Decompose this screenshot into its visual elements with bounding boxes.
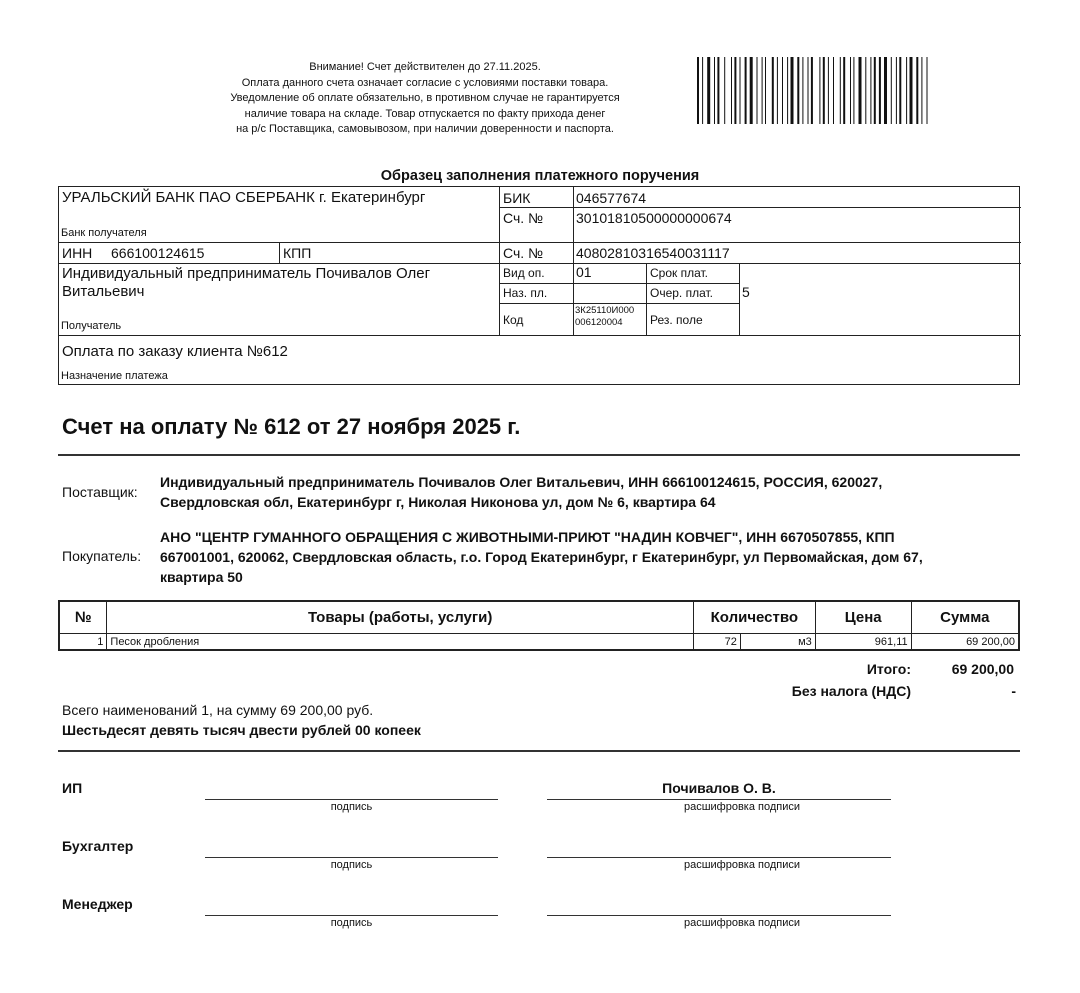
buyer-line: АНО "ЦЕНТР ГУМАННОГО ОБРАЩЕНИЯ С ЖИВОТНЫМИ-ПРИЮТ "НАДИН КОВЧЕГ", ИНН 6670507855, КПП — [160, 529, 895, 545]
corr-account-value: 30101810500000000674 — [576, 210, 732, 226]
srok-label: Срок плат. — [650, 266, 709, 280]
col-header-price: Цена — [815, 601, 911, 634]
bank-name: УРАЛЬСКИЙ БАНК ПАО СБЕРБАНК г. Екатеринбург — [62, 189, 426, 206]
ocher-value: 5 — [742, 284, 750, 300]
recipient-line1: Индивидуальный предприниматель Почивалов Олег — [62, 265, 431, 282]
ocher-label: Очер. плат. — [650, 286, 714, 300]
supplier-line: Свердловская обл, Екатеринбург г, Николая Никонова ул, дом № 6, квартира 64 — [160, 494, 716, 510]
vat-value: - — [1011, 683, 1016, 699]
divider — [499, 303, 739, 304]
invoice-title: Счет на оплату № 612 от 27 ноября 2025 г. — [62, 414, 521, 439]
bank-caption: Банк получателя — [61, 227, 147, 239]
signature-caption: подпись — [330, 859, 373, 871]
divider — [573, 187, 574, 335]
buyer-line: квартира 50 — [160, 569, 243, 585]
divider — [646, 263, 647, 335]
supplier-details — [160, 472, 1020, 512]
col-header-sum: Сумма — [911, 601, 1019, 634]
payment-details-form — [58, 186, 1020, 385]
bik-value: 046577674 — [576, 190, 647, 206]
divider — [739, 263, 740, 335]
inn-value: 666100124615 — [111, 245, 205, 261]
recipient-caption: Получатель — [61, 320, 122, 332]
row-sum: 69 200,00 — [911, 634, 1019, 651]
account-value: 40802810316540031117 — [576, 245, 730, 261]
kpp-label: КПП — [283, 245, 312, 261]
signature-name-ip: Почивалов О. В. — [662, 780, 776, 796]
validity-notice — [180, 60, 670, 138]
col-header-number: № — [59, 601, 107, 634]
notice-line: Внимание! Счет действителен до 27.11.2025. — [309, 61, 541, 73]
amount-in-words: Шестьдесят девять тысяч двести рублей 00 копеек — [62, 722, 421, 738]
col-header-quantity: Количество — [693, 601, 815, 634]
signature-caption: подпись — [330, 917, 373, 929]
vid-op-value: 01 — [576, 264, 592, 280]
divider — [279, 242, 280, 263]
buyer-label: Покупатель: — [62, 548, 142, 564]
account-label: Сч. № — [503, 245, 544, 261]
notice-line: Оплата данного счета означает согласие с условиями поставки товара. — [241, 76, 609, 89]
divider — [59, 335, 1021, 336]
kod-value-line2: 006120004 — [575, 317, 623, 328]
items-count-summary: Всего наименований 1, на сумму 69 200,00 руб. — [62, 702, 374, 718]
row-unit: м3 — [740, 634, 815, 651]
signature-decode-line — [547, 857, 891, 858]
corr-account-label: Сч. № — [503, 210, 544, 226]
kod-label: Код — [503, 313, 524, 327]
barcode-image — [697, 57, 1008, 124]
divider — [58, 454, 1020, 456]
notice-line: Уведомление об оплате обязательно, в противном случае не гарантируется — [230, 92, 620, 104]
buyer-details — [160, 527, 1020, 587]
decode-caption: расшифровка подписи — [683, 801, 801, 813]
payment-purpose: Оплата по заказу клиента №612 — [62, 343, 288, 360]
row-number: 1 — [59, 634, 107, 651]
goods-table — [58, 600, 1020, 651]
row-goods-name: Песок дробления — [107, 634, 694, 651]
signature-role-ip: ИП — [62, 780, 83, 796]
supplier-label: Поставщик: — [62, 484, 138, 500]
decode-caption: расшифровка подписи — [683, 917, 801, 929]
divider — [59, 242, 1021, 243]
signature-decode-line — [547, 915, 891, 916]
naz-pl-label: Наз. пл. — [503, 286, 548, 300]
divider — [499, 207, 1021, 208]
bik-label: БИК — [503, 190, 531, 206]
signature-decode-line — [547, 799, 891, 800]
supplier-line: Индивидуальный предприниматель Почивалов Олег Витальевич, ИНН 666100124615, РОССИЯ, 620027, — [160, 474, 883, 490]
signature-caption: подпись — [330, 801, 373, 813]
decode-caption: расшифровка подписи — [683, 859, 801, 871]
signature-role-accountant: Бухгалтер — [62, 838, 134, 854]
divider — [58, 750, 1020, 752]
recipient-line2: Витальевич — [62, 283, 145, 300]
vid-op-label: Вид оп. — [503, 266, 545, 280]
divider — [59, 263, 1021, 264]
notice-line: наличие товара на складе. Товар отпускается по факту прихода денег — [244, 107, 606, 120]
signature-line — [205, 799, 498, 800]
purpose-caption: Назначение платежа — [61, 370, 168, 382]
itogo-label: Итого: — [866, 661, 911, 677]
col-header-goods: Товары (работы, услуги) — [107, 601, 694, 634]
signature-role-manager: Менеджер — [62, 896, 133, 912]
inn-label: ИНН — [62, 245, 93, 261]
rez-label: Рез. поле — [650, 313, 703, 327]
signature-line — [205, 857, 498, 858]
divider — [499, 187, 500, 335]
kod-value-line1: 3К25110И000 — [575, 305, 635, 316]
table-header-row — [59, 601, 1019, 634]
table-row — [59, 634, 1019, 651]
itogo-value: 69 200,00 — [951, 661, 1014, 677]
row-quantity: 72 — [693, 634, 740, 651]
buyer-line: 667001001, 620062, Свердловская область, г.о. Город Екатеринбург, г Екатеринбург, ул Первомайская, дом 67, — [160, 549, 923, 565]
row-price: 961,11 — [815, 634, 911, 651]
signature-line — [205, 915, 498, 916]
vat-label: Без налога (НДС) — [791, 683, 911, 699]
divider — [499, 283, 739, 284]
payment-form-title: Образец заполнения платежного поручения — [380, 168, 700, 184]
notice-line: на р/с Поставщика, самовывозом, при наличии доверенности и паспорта. — [236, 123, 614, 135]
